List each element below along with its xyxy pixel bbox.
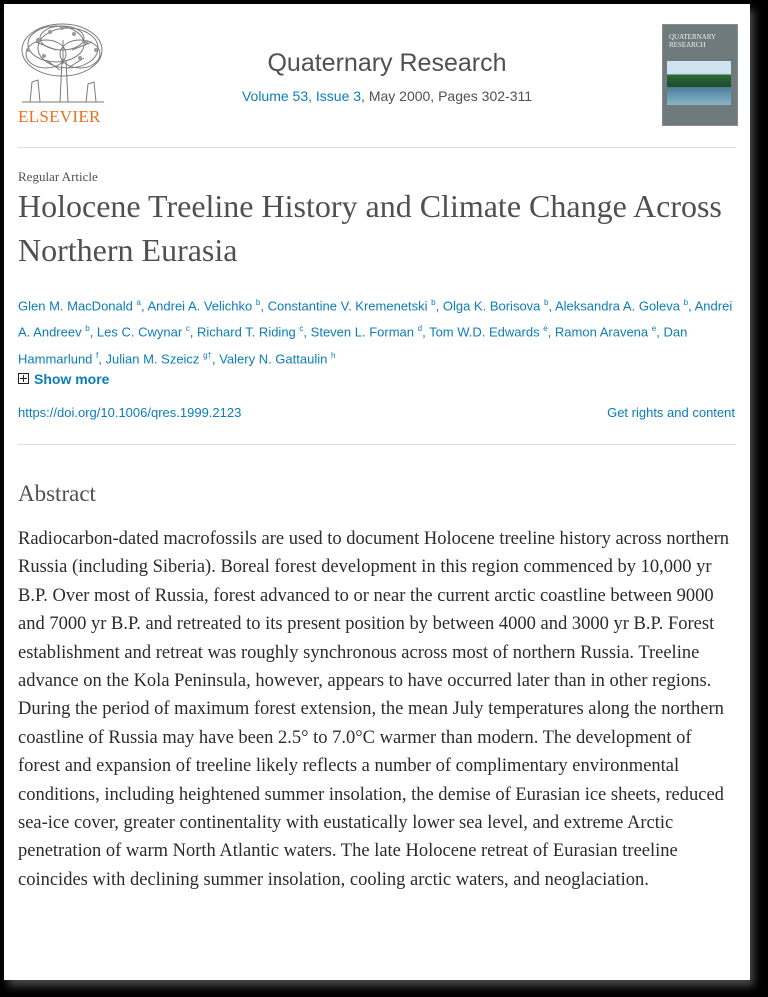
affiliation-marker[interactable]: b <box>255 298 261 307</box>
abstract-heading: Abstract <box>18 481 96 506</box>
author-link[interactable]: Les C. Cwynar <box>96 324 183 340</box>
show-more-label: Show more <box>34 371 110 387</box>
cover-photo <box>667 61 731 105</box>
doi-link[interactable]: https://doi.org/10.1006/qres.1999.2123 <box>18 405 242 420</box>
affiliation-marker[interactable]: d <box>417 324 423 334</box>
publisher-name: ELSEVIER <box>18 107 101 126</box>
affiliation-marker[interactable]: e <box>651 324 657 334</box>
abstract-divider <box>18 444 736 445</box>
abstract-text: Radiocarbon-dated macrofossils are used to document Holocene treeline history across northern Russia (including Siberia). Boreal forest development in this region commenced by 10,000 yr B.P. Over most of Russia, forest advanced to or near the current arctic coastline between 9000 and 7000 yr B.P. and retreated to its present position by between 4000 and 3000 yr B.P. Forest establishment and retreat was roughly synchronous across most of northern Russia. Treeline advance on the Kola Peninsula, however, appears to have occurred later than in other regions. During the period of maximum forest extension, the mean July temperatures along the northern coastline of Russia may have been 2.5° to 7.0°C warmer than modern. The development of forest and expansion of treeline likely reflects a number of complimentary environmental conditions, including heightened summer insolation, the demise of Eurasian ice sheets, reduced sea-ice cover, greater continentality with eustatically lower sea level, and extreme Arctic penetration of warm North Atlantic waters. The late Holocene retreat of Eurasian treeline coincides with declining summer insolation, cooling arctic waters, and neoglaciation. <box>18 529 729 890</box>
affiliation-marker[interactable]: e <box>543 324 548 334</box>
author-link[interactable]: Valery N. Gattaulin <box>219 350 328 366</box>
article-type: Regular Article <box>18 169 98 184</box>
affiliation-marker[interactable]: b <box>683 298 689 307</box>
volume-issue-link[interactable]: Volume 53, Issue 3 <box>241 88 362 104</box>
show-more-button[interactable] <box>18 371 109 387</box>
issue-details: , May 2000, Pages 302-311 <box>361 88 533 104</box>
affiliation-marker[interactable]: f <box>96 350 99 360</box>
affiliation-marker[interactable]: h <box>330 350 336 360</box>
affiliation-marker[interactable]: c <box>185 324 190 334</box>
author-link[interactable]: Constantine V. Kremenetski <box>267 298 428 314</box>
affiliation-marker[interactable]: g† <box>203 350 212 360</box>
affiliation-marker[interactable]: c <box>299 324 304 334</box>
author-link[interactable]: Olga K. Borisova <box>442 298 541 314</box>
cover-title: QUATERNARY RESEARCH <box>669 33 716 49</box>
author-link[interactable]: Ramon Aravena <box>554 324 649 340</box>
affiliation-marker[interactable]: b <box>431 298 436 307</box>
article-title: Holocene Treeline History and Climate Change Across Northern Eurasia <box>18 188 722 268</box>
author-link[interactable]: Dan Hammarlund <box>18 324 688 366</box>
header-divider <box>18 147 736 148</box>
affiliation-marker[interactable]: a <box>136 298 141 307</box>
plus-box-icon <box>18 373 29 384</box>
affiliation-marker[interactable]: b <box>85 324 90 334</box>
author-link[interactable]: Richard T. Riding <box>197 324 296 340</box>
author-link[interactable]: Aleksandra A. Goleva <box>555 298 681 314</box>
author-link[interactable]: Andrei A. Velichko <box>147 298 253 314</box>
author-link[interactable]: Tom W.D. Edwards <box>429 324 540 340</box>
rights-link[interactable]: Get rights and content <box>607 405 735 420</box>
affiliation-marker[interactable]: b <box>544 298 549 307</box>
author-link[interactable]: Steven L. Forman <box>310 324 414 340</box>
author-link[interactable]: Andrei A. Andreev <box>18 298 733 340</box>
journal-title-link[interactable]: Quaternary Research <box>267 49 507 77</box>
author-list: Glen M. MacDonald $^a$, Andrei A. Velichko $^b$, Constantine V. Kremenetski $^b$, Olga K. Borisova $^b$, Aleksandra A. Goleva $^b$, Andrei A. Andreev $^b$, Les C. Cwynar $^c$, Richard T. Riding $^c$, Steven L. Forman $^d$, Tom W.D. Edwards $^e$, Ramon Aravena $^e$, Dan Hammarlund $^f$, Julian M. Szeicz $^{g\dagger}$, Valery N. Gattaulin $^h$ <box>18 298 733 366</box>
author-link[interactable]: Julian M. Szeicz <box>105 350 200 366</box>
article-page <box>4 4 750 980</box>
journal-cover-image[interactable] <box>662 24 738 126</box>
author-link[interactable]: Glen M. MacDonald <box>18 298 133 314</box>
issue-line <box>4 88 750 104</box>
